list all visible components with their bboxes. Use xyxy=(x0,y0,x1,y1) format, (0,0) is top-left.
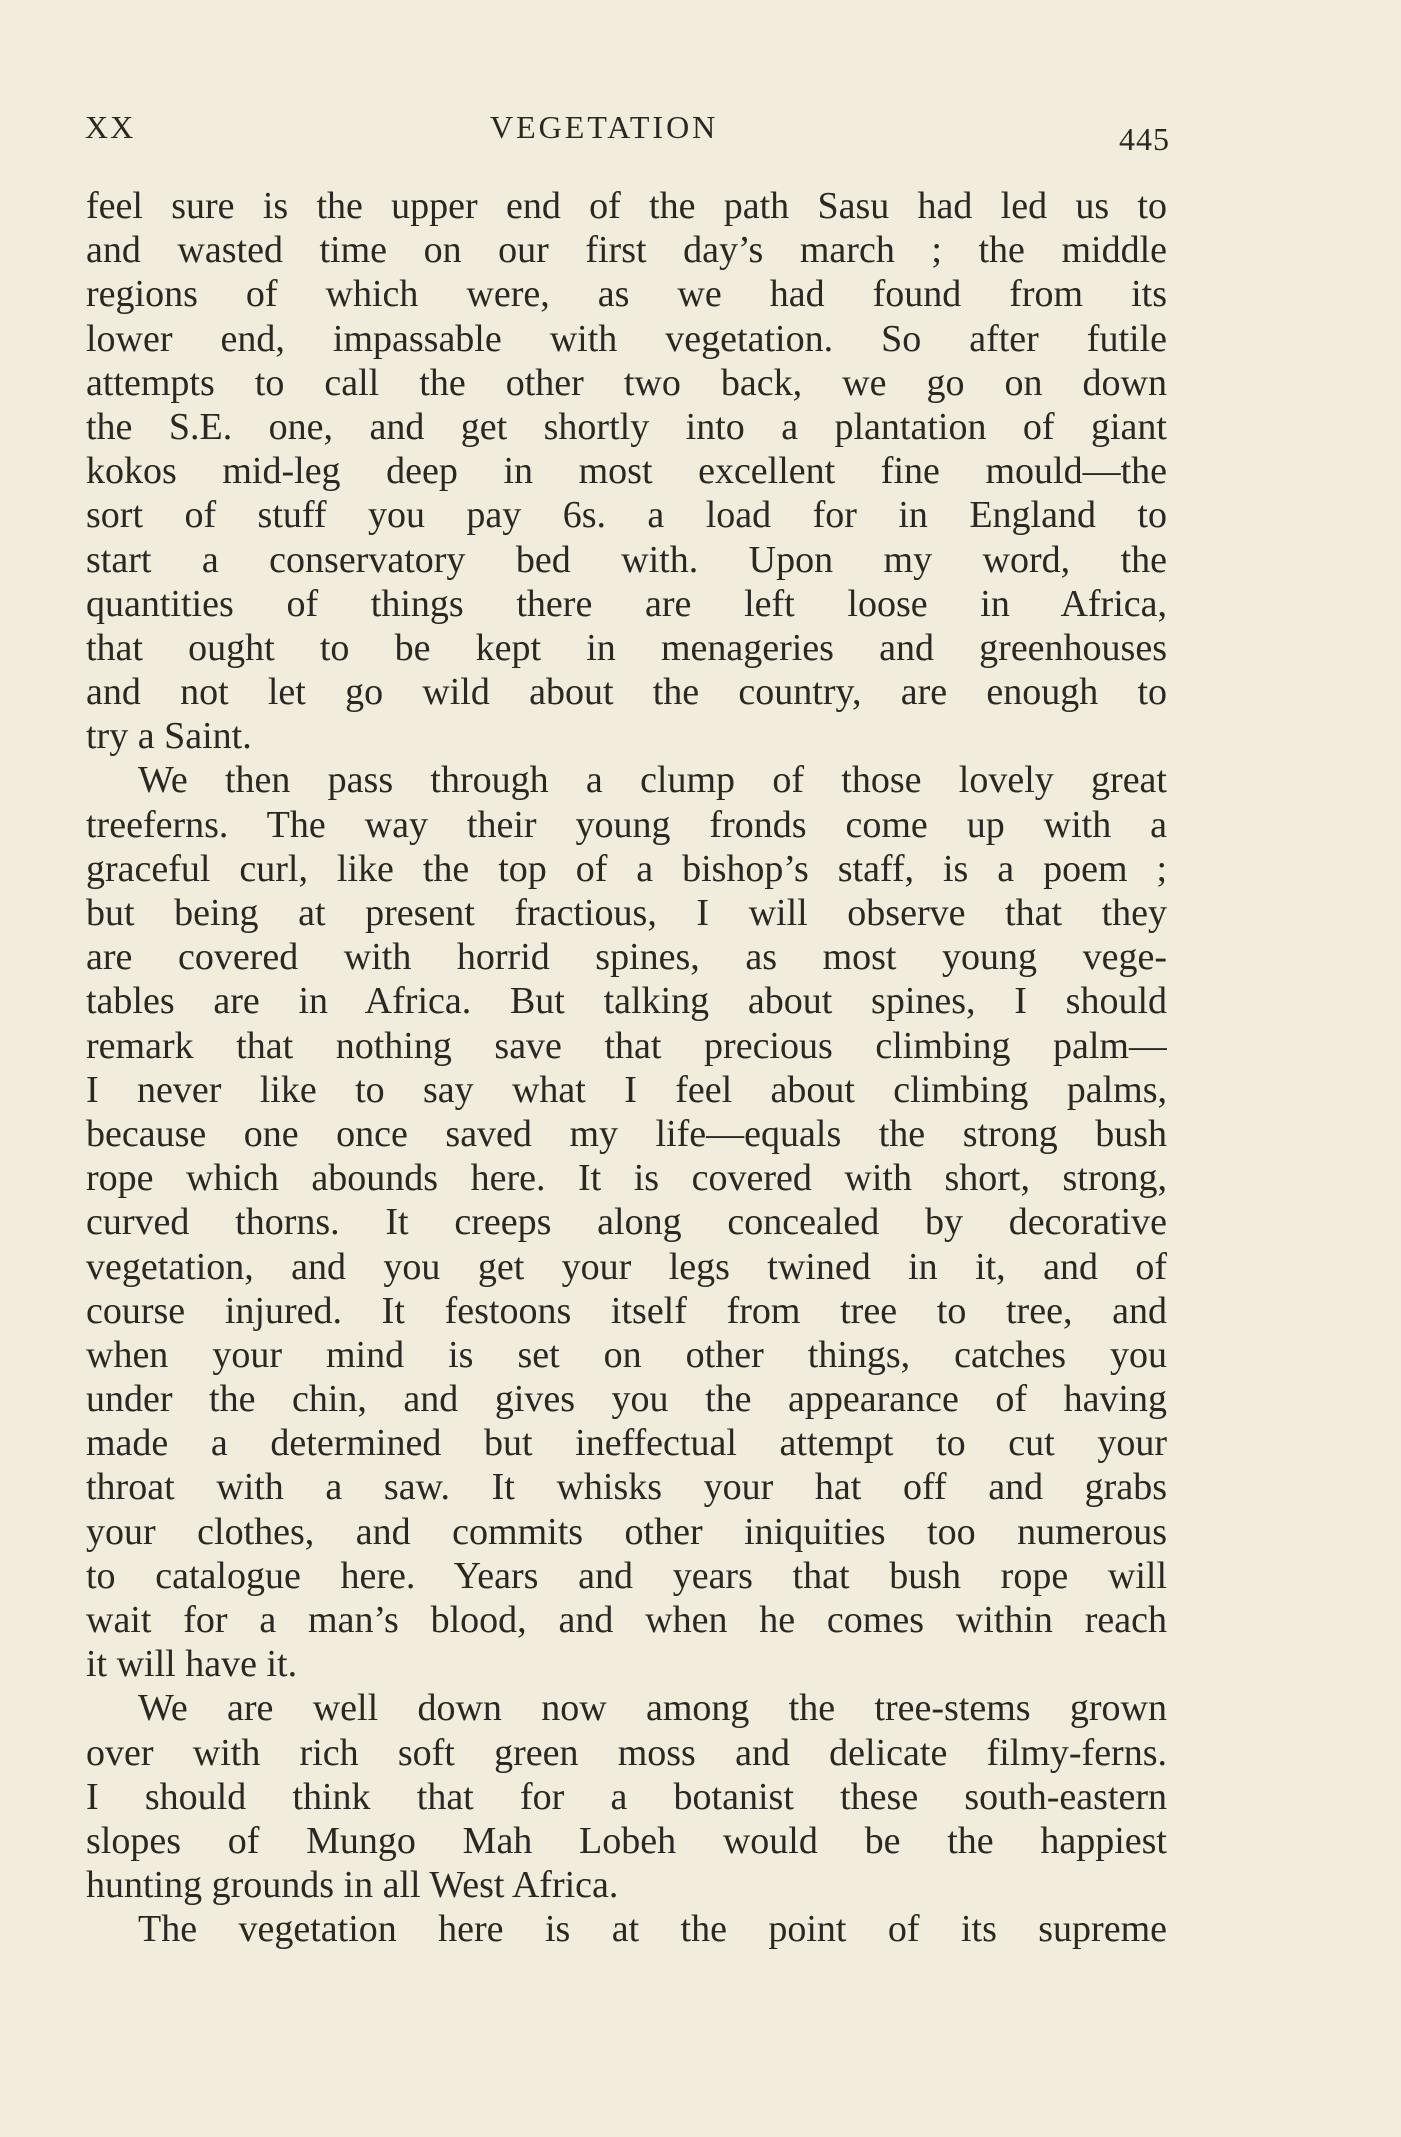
text-line: treeferns. The way their young fronds come up with a xyxy=(86,803,1167,846)
text-line: are covered with horrid spines, as most young vege- xyxy=(86,936,1167,979)
text-line: start a conservatory bed with. Upon my word, the xyxy=(86,538,1167,581)
text-line: attempts to call the other two back, we go on down xyxy=(86,361,1167,404)
text-line: course injured. It festoons itself from tree to tree, and xyxy=(86,1289,1167,1332)
text-line: We are well down now among the tree-stems grown xyxy=(138,1687,1167,1730)
text-line: I should think that for a botanist these south-eastern xyxy=(86,1775,1167,1818)
text-line: because one once saved my life—equals the strong bush xyxy=(86,1112,1167,1155)
text-line: over with rich soft green moss and delicate filmy-ferns. xyxy=(86,1731,1167,1774)
text-line: your clothes, and commits other iniquities too numerous xyxy=(86,1510,1167,1553)
text-line: that ought to be kept in menageries and greenhouses xyxy=(86,626,1167,669)
text-line: when your mind is set on other things, catches you xyxy=(86,1333,1167,1376)
text-line: rope which abounds here. It is covered with short, strong, xyxy=(86,1157,1167,1200)
text-line: and wasted time on our first day’s march ; the middle xyxy=(86,229,1167,272)
text-line: to catalogue here. Years and years that bush rope will xyxy=(86,1554,1167,1597)
text-line: graceful curl, like the top of a bishop’s staff, is a poem ; xyxy=(86,847,1167,890)
text-line: but being at present fractious, I will observe that they xyxy=(86,892,1167,934)
text-line: it will have it. xyxy=(86,1643,298,1686)
text-line: We then pass through a clump of those lovely great xyxy=(138,759,1167,802)
text-line: quantities of things there are left loose in Africa, xyxy=(86,582,1167,625)
text-line: curved thorns. It creeps along concealed by decorative xyxy=(86,1201,1167,1244)
chapter-number: XX xyxy=(85,109,136,145)
text-line: hunting grounds in all West Africa. xyxy=(86,1864,619,1907)
running-header xyxy=(85,103,1170,157)
text-line: throat with a saw. It whisks your hat off and grabs xyxy=(86,1466,1167,1509)
text-line: slopes of Mungo Mah Lobeh would be the happiest xyxy=(86,1819,1167,1862)
text-line: try a Saint. xyxy=(86,715,252,758)
text-line: regions of which were, as we had found from its xyxy=(86,273,1167,316)
text-line: tables are in Africa. But talking about spines, I should xyxy=(86,980,1167,1023)
text-line: kokos mid-leg deep in most excellent fine mould—the xyxy=(86,450,1167,493)
text-line: lower end, impassable with vegetation. So after futile xyxy=(86,317,1167,360)
page-number: 445 xyxy=(1119,121,1170,157)
text-line: vegetation, and you get your legs twined in it, and of xyxy=(86,1245,1167,1288)
text-line: The vegetation here is at the point of its supreme xyxy=(138,1908,1167,1951)
text-line: feel sure is the upper end of the path Sasu had led us to xyxy=(86,185,1167,227)
body-text xyxy=(86,184,1167,1952)
text-line: and not let go wild about the country, are enough to xyxy=(86,671,1167,714)
text-line: sort of stuff you pay 6s. a load for in England to xyxy=(86,494,1167,537)
text-line: wait for a man’s blood, and when he comes within reach xyxy=(86,1599,1167,1641)
text-line: I never like to say what I feel about climbing palms, xyxy=(86,1068,1167,1111)
text-line: under the chin, and gives you the appearance of having xyxy=(86,1378,1167,1421)
text-line: the S.E. one, and get shortly into a plantation of giant xyxy=(86,405,1167,448)
text-line: remark that nothing save that precious climbing palm— xyxy=(86,1024,1167,1067)
text-line: made a determined but ineffectual attempt to cut your xyxy=(86,1422,1167,1465)
running-title: VEGETATION xyxy=(490,109,719,145)
